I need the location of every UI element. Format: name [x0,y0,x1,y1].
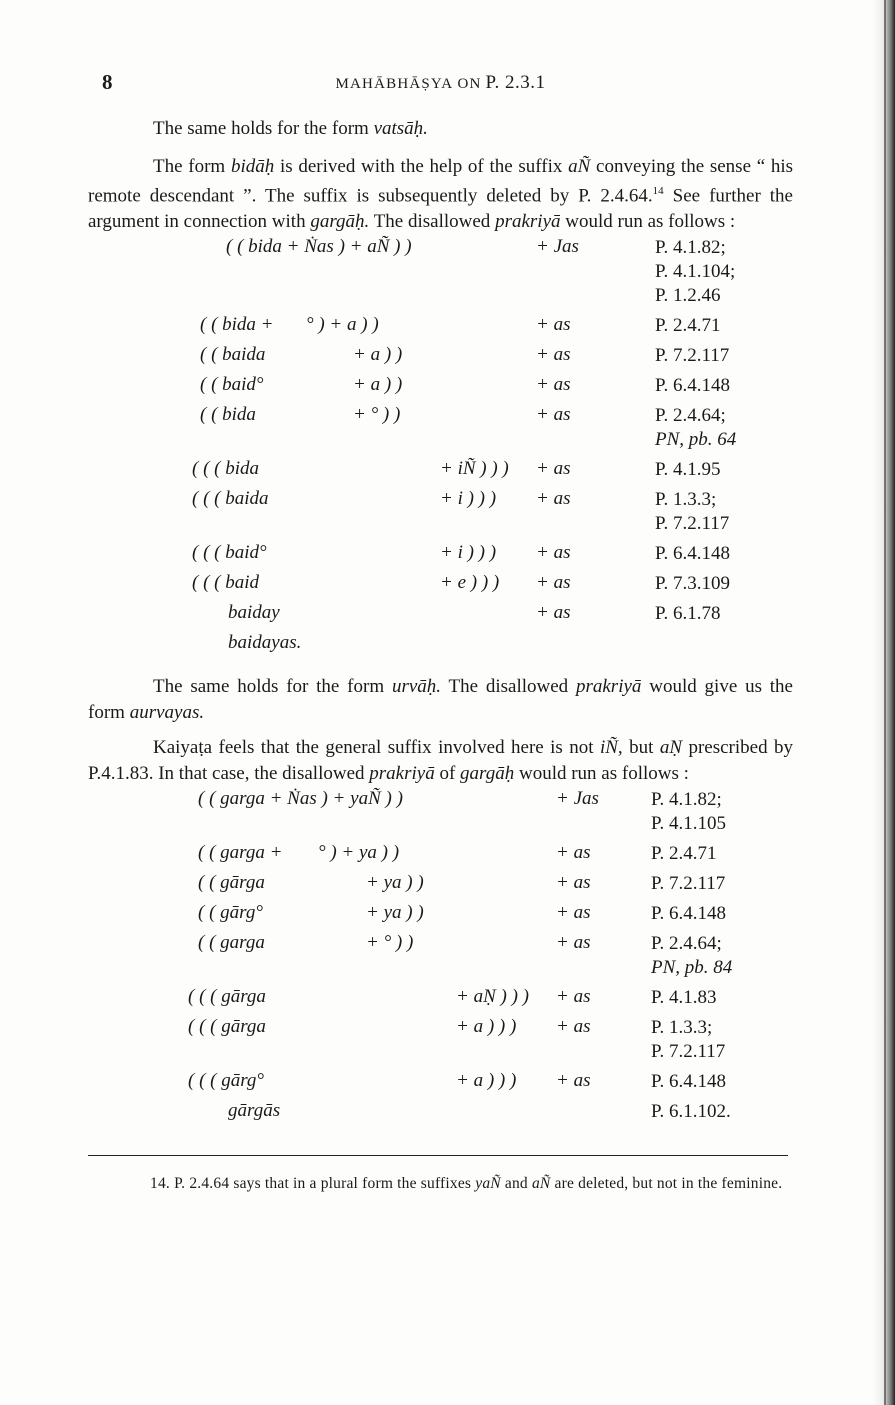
derivation-suffix: + ° ) ) [366,932,414,954]
derivation-form: gārgās [228,1100,281,1122]
derivation-rule-ref: P. 6.4.148 [651,1071,726,1093]
p1-text: The same holds for the form [153,118,369,139]
derivation-suffix: + iÑ ) ) ) [440,458,509,480]
p2-text-d: See further the argument in connection with [88,185,793,232]
derivation-rule-ref: P. 6.1.102. [651,1101,731,1123]
footnote-rule [88,1155,788,1156]
derivation-rule-ref: P. 2.4.64; [651,933,722,955]
derivation-suffix: + e ) ) ) [440,572,500,594]
derivation-rule-ref: P. 2.4.71 [655,315,721,337]
page [88,70,793,1195]
derivation-ending: + as [556,932,591,954]
derivation-table-1 [88,236,793,666]
derivation-ending: + as [536,404,571,426]
derivation-ending: + Jas [556,788,599,810]
derivation-row [88,404,793,451]
derivation-ending: + as [536,458,571,480]
derivation-row [88,344,793,369]
derivation-row [88,872,793,897]
derivation-form: ( ( ( baida [192,488,269,510]
derivation-rule-ref: P. 6.4.148 [651,903,726,925]
derivation-rule-ref: P. 1.3.3; [651,1017,713,1039]
derivation-rule-ref: P. 4.1.82; [655,237,726,259]
derivation-form: baiday [228,602,280,624]
derivation-form: ( ( baid° [200,374,264,396]
derivation-ending: + as [556,902,591,924]
derivation-ending: + as [536,602,571,624]
derivation-suffix: + a ) ) [353,374,403,396]
derivation-row [88,602,793,627]
p4-text-a: Kaiyaṭa feels that the general suffix involved here is not [153,737,594,759]
p4-text-e: would run as follows : [518,762,689,784]
derivation-ending: + as [556,1016,591,1038]
derivation-ending: + as [536,542,571,564]
footnote-text-c: are deleted, but not in the feminine. [554,1175,783,1193]
derivation-row [88,458,793,483]
footnote-text-a: P. 2.4.64 says that in a plural form the suffixes [174,1175,472,1193]
derivation-ending: + as [536,488,571,510]
derivation-form: ( ( bida [200,404,256,426]
running-ref: P. 2.3.1 [485,72,546,93]
derivation-ending: + as [556,842,591,864]
derivation-form: ( ( ( gārg° [188,1070,265,1092]
derivation-row [88,632,793,657]
p3-text-b: The disallowed [448,676,569,698]
derivation-rule-ref: P. 7.2.117 [655,345,730,367]
p4-an: aṆ [659,737,683,759]
derivation-form: ( ( garga [198,932,265,954]
p3-prakriya: prakriyā [575,676,642,698]
derivation-suffix: + i ) ) ) [440,542,497,564]
derivation-row [88,842,793,867]
paragraph-1 [88,116,793,142]
derivation-row [88,488,793,535]
derivation-ending: + as [536,374,571,396]
derivation-row [88,902,793,927]
derivation-ending: + as [556,986,591,1008]
derivation-rule-ref: P. 2.4.71 [651,843,717,865]
derivation-ending: + as [536,344,571,366]
page-edge-line [884,0,886,1405]
p2-text-e: The disallowed [373,210,491,232]
derivation-row [88,236,793,307]
derivation-suffix: + ya ) ) [366,902,424,924]
derivation-rule-ref: P. 4.1.82; [651,789,722,811]
p2-suffix: aÑ [568,155,591,177]
derivation-rule-ref: P. 7.2.117 [651,873,726,895]
derivation-rule-ref: P. 6.4.148 [655,543,730,565]
derivation-row [88,542,793,567]
derivation-ending: + as [556,872,591,894]
running-title: MAHĀBHĀṢYA ON [335,76,482,92]
derivation-rule-ref: P. 4.1.83 [651,987,717,1009]
derivation-ending: + as [536,572,571,594]
page-header [88,70,793,98]
derivation-ending: + as [556,1070,591,1092]
footnote-text-b: and [504,1175,528,1193]
p3-result: aurvayas. [129,701,205,723]
derivation-form: ( ( ( bida [192,458,260,480]
derivation-row [88,788,793,835]
derivation-form: ( ( gārga [198,872,265,894]
derivation-suffix: + ya ) ) [366,872,424,894]
p3-form: urvāḥ. [391,676,442,698]
derivation-row [88,572,793,597]
derivation-suffix: ° ) + ya ) ) [318,842,400,864]
p2-text-b: is derived with the help of the suffix [279,155,563,177]
derivation-rule-ref: P. 6.4.148 [655,375,730,397]
derivation-rule-ref: PN, pb. 64 [655,429,737,451]
p4-text-b: but [629,737,654,759]
derivation-rule-ref: P. 4.1.95 [655,459,721,481]
derivation-ending: + Jas [536,236,579,258]
footnote [88,1173,793,1195]
page-number: 8 [102,70,113,94]
p2-gargah: gargāḥ. [310,210,370,232]
p2-text-c: conveying the sense “ his remote descendant ”. The suffix is subsequently deleted by P. 2.4.64. [88,155,794,207]
derivation-row [88,1100,793,1125]
derivation-suffix: + a ) ) [353,344,403,366]
p2-text-f: would run as follows : [565,210,736,232]
p4-in: iÑ, [599,737,623,759]
derivation-table-2 [88,788,793,1133]
derivation-form: ( ( baida [200,344,266,366]
derivation-rule-ref: P. 2.4.64; [655,405,726,427]
derivation-rule-ref: P. 7.2.117 [651,1041,726,1063]
footnote-suffix-1: yaÑ [475,1175,501,1193]
derivation-row [88,1070,793,1095]
derivation-ending: + as [536,314,571,336]
p4-prakriya: prakriyā [369,762,435,784]
paragraph-2 [88,154,793,235]
derivation-row [88,1016,793,1063]
derivation-suffix: + aṆ ) ) ) [456,986,529,1008]
derivation-row [88,986,793,1011]
footnote-suffix-2: aÑ [531,1175,551,1193]
p3-text-c: would give us the form [88,676,793,723]
derivation-form: ( ( ( gārga [188,986,266,1008]
derivation-form: ( ( bida + Ṅas ) + aÑ ) ) [226,236,412,258]
derivation-suffix: + i ) ) ) [440,488,497,510]
derivation-row [88,374,793,399]
derivation-rule-ref: PN, pb. 84 [651,957,733,979]
p2-form: bidāḥ [230,155,275,177]
derivation-row [88,314,793,339]
derivation-form: ( ( ( gārga [188,1016,266,1038]
derivation-form: ( ( ( baid [192,572,260,594]
derivation-form: ( ( garga + Ṅas ) + yaÑ ) ) [198,788,403,810]
paragraph-4 [88,735,793,786]
paragraph-3 [88,674,793,725]
derivation-rule-ref: P. 4.1.104; [655,261,736,283]
p1-form: vatsāḥ. [373,118,428,139]
derivation-suffix: ° ) + a ) ) [306,314,379,336]
derivation-form: ( ( gārg° [198,902,263,924]
p4-text-c: prescribed by P.4.1.83. In that case, the disallowed [88,737,794,784]
derivation-suffix: + a ) ) ) [456,1016,517,1038]
derivation-form: ( ( garga + [198,842,283,864]
derivation-rule-ref: P. 7.3.109 [655,573,730,595]
derivation-form: baidayas. [228,632,302,654]
p4-text-d: of [439,762,456,784]
footnote-marker[interactable]: 14 [652,185,664,197]
p4-gargah: gargāḥ [460,762,515,784]
p2-text-a: The form [153,155,226,177]
running-head [88,72,793,94]
derivation-rule-ref: P. 1.2.46 [655,285,721,307]
derivation-rule-ref: P. 1.3.3; [655,489,717,511]
derivation-row [88,932,793,979]
p2-prakriya: prakriyā [495,210,561,232]
derivation-suffix: + ° ) ) [353,404,401,426]
p3-text-a: The same holds for the form [153,676,385,698]
derivation-suffix: + a ) ) ) [456,1070,517,1092]
derivation-rule-ref: P. 6.1.78 [655,603,721,625]
derivation-form: ( ( bida + [200,314,274,336]
footnote-number: 14. [150,1175,170,1193]
derivation-rule-ref: P. 7.2.117 [655,513,730,535]
derivation-rule-ref: P. 4.1.105 [651,813,726,835]
derivation-form: ( ( ( baid° [192,542,267,564]
